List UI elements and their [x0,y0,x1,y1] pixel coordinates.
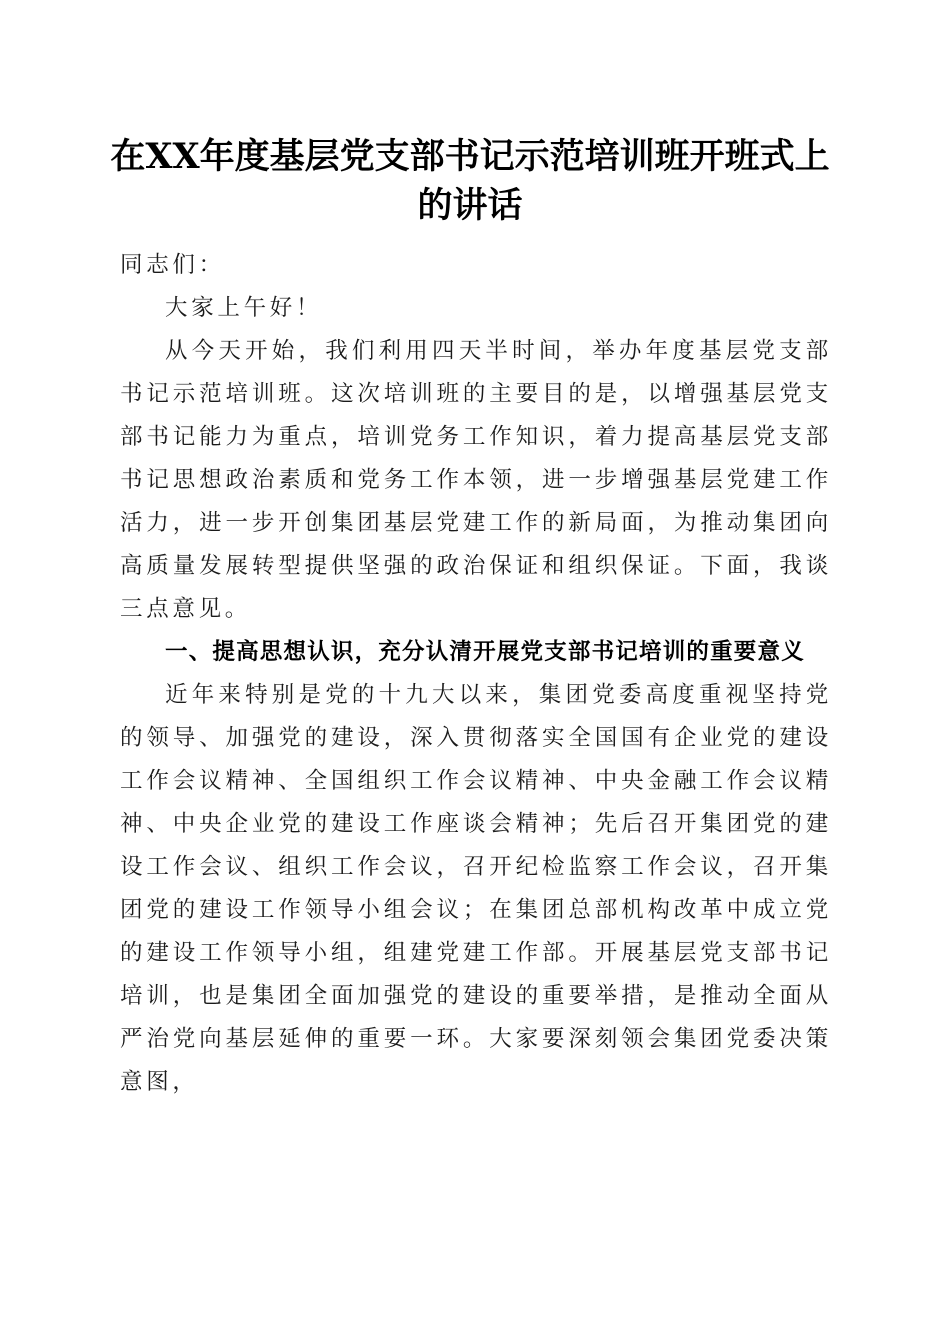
document-title: 在XX年度基层党支部书记示范培训班开班式上的讲话 [110,136,830,226]
greeting: 大家上午好！ [165,295,323,321]
paragraph: 从今天开始，我们利用四天半时间，举办年度基层党支部书记示范培训班。这次培训班的主要目的是，以增强基层党支部书记能力为重点，培训党务工作知识，着力提高基层党支部书记思想政治素质和党务工作本领，进一步增强基层党建工作活力，进一步开创集团基层党建工作的新局面，为推动集团向高质量发展转型提供坚强的政治保证和组织保证。下面，我谈三点意见。 [120,338,832,622]
document-body [120,244,832,1104]
section-heading: 一、提高思想认识，充分认清开展党支部书记培训的重要意义 [165,639,805,665]
paragraph: 近年来特别是党的十九大以来，集团党委高度重视坚持党的领导、加强党的建设，深入贯彻落实全国国有企业党的建设工作会议精神、全国组织工作会议精神、中央金融工作会议精神、中央企业党的建设工作座谈会精神；先后召开集团党的建设工作会议、组织工作会议，召开纪检监察工作会议，召开集团党的建设工作领导小组会议；在集团总部机构改革中成立党的建设工作领导小组，组建党建工作部。开展基层党支部书记培训，也是集团全面加强党的建设的重要举措，是推动全面从严治党向基层延伸的重要一环。大家要深刻领会集团党委决策意图， [120,682,832,1095]
salutation: 同志们： [120,252,225,278]
